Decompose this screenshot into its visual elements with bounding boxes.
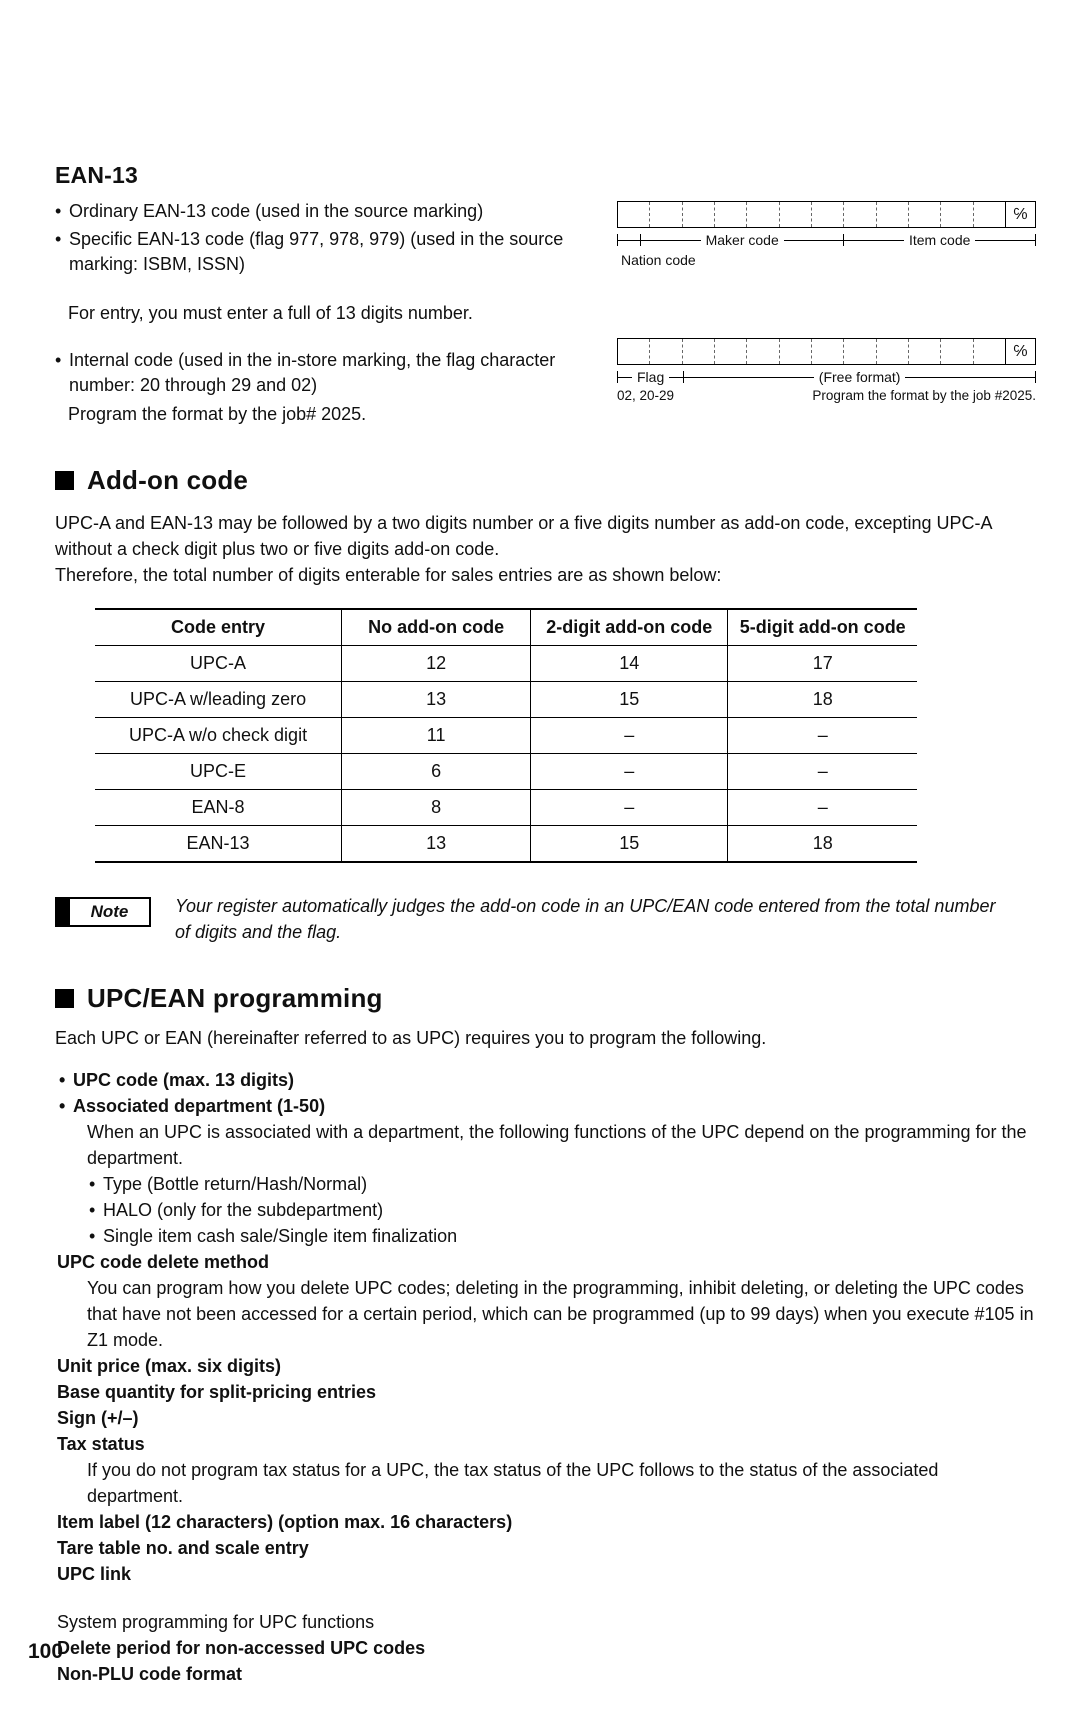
programming-item: Sign (+/–) xyxy=(57,1408,139,1428)
table-cell: – xyxy=(728,754,917,790)
dimension-line xyxy=(617,368,1036,386)
programming-heading-text: UPC/EAN programming xyxy=(87,983,383,1013)
section-square-icon xyxy=(55,989,74,1008)
ean13-entry-note: For entry, you must enter a full of 13 digits number. xyxy=(68,303,473,323)
table-row xyxy=(95,826,917,863)
ean13-diagram-column xyxy=(607,199,1036,427)
internal-diagram-captions xyxy=(617,388,1036,403)
ean13-bullet-internal xyxy=(55,348,607,398)
nation-code-label: Nation code xyxy=(621,252,696,268)
programming-item: Item label (12 characters) (option max. 16 characters) xyxy=(57,1512,513,1532)
check-digit-cell: ℅ xyxy=(1005,202,1035,227)
page-number: 100 xyxy=(28,1640,64,1663)
programming-item: You can program how you delete UPC codes; deleting in the programming, inhibit deleting, or deleting the UPC codes that have not been accessed for a certain period, which can be programmed (up to 99 days) when you execute #105 in Z1 mode. xyxy=(87,1278,1034,1350)
barcode-diagram-internal xyxy=(617,338,1036,403)
addon-table-header: No add-on code xyxy=(342,609,531,646)
programming-item: Base quantity for split-pricing entries xyxy=(57,1382,377,1402)
table-cell: 15 xyxy=(531,826,728,863)
addon-table xyxy=(95,608,917,863)
programming-item: • Associated department (1-50) xyxy=(59,1096,326,1116)
check-digit-cell: ℅ xyxy=(1005,339,1035,364)
free-format-label: (Free format) xyxy=(818,369,901,385)
table-cell: 14 xyxy=(531,646,728,682)
note-badge-bar xyxy=(57,899,70,925)
programming-item: • HALO (only for the subdepartment) xyxy=(89,1200,384,1220)
table-cell: 6 xyxy=(342,754,531,790)
ean13-section xyxy=(55,199,1036,427)
table-cell: 13 xyxy=(342,826,531,863)
section-square-icon xyxy=(55,471,74,490)
table-cell: UPC-E xyxy=(95,754,342,790)
table-row xyxy=(95,790,917,826)
table-cell: – xyxy=(531,718,728,754)
programming-item: Tare table no. and scale entry xyxy=(57,1538,309,1558)
programming-item: If you do not program tax status for a UPC, the tax status of the UPC follows to the status of the associated department. xyxy=(87,1460,939,1506)
table-cell: 17 xyxy=(728,646,917,682)
table-cell: – xyxy=(728,790,917,826)
bullet-marker: • xyxy=(55,201,62,221)
table-cell: EAN-13 xyxy=(95,826,342,863)
addon-heading-text: Add-on code xyxy=(87,465,249,495)
bullet-marker: • xyxy=(55,229,62,249)
table-cell: UPC-A xyxy=(95,646,342,682)
table-cell: 12 xyxy=(342,646,531,682)
table-row xyxy=(95,646,917,682)
ean13-bullet-internal-text: Internal code (used in the in-store marking, the flag character number: 20 through 29 and 02) xyxy=(69,350,556,395)
digit-cells xyxy=(617,201,1036,228)
flag-range-label: 02, 20-29 xyxy=(617,388,675,403)
table-cell: 18 xyxy=(728,826,917,863)
programming-item: Delete period for non-accessed UPC codes xyxy=(57,1638,426,1658)
table-cell: – xyxy=(531,790,728,826)
programming-item: When an UPC is associated with a department, the following functions of the UPC depend on the programming for the department. xyxy=(87,1122,1027,1168)
table-cell: 15 xyxy=(531,682,728,718)
table-cell: UPC-A w/o check digit xyxy=(95,718,342,754)
programming-item: System programming for UPC functions xyxy=(57,1612,375,1632)
table-cell: UPC-A w/leading zero xyxy=(95,682,342,718)
table-cell: – xyxy=(531,754,728,790)
note-text: Your register automatically judges the add-on code in an UPC/EAN code entered from the total number of digits and the flag. xyxy=(175,896,996,942)
bullet-marker: • xyxy=(55,350,62,370)
table-cell: 11 xyxy=(342,718,531,754)
table-cell: 13 xyxy=(342,682,531,718)
digit-cells xyxy=(617,338,1036,365)
maker-code-label: Maker code xyxy=(705,232,779,248)
programming-item: Tax status xyxy=(57,1434,145,1454)
ean13-text-column xyxy=(55,199,607,427)
ean13-bullet-specific xyxy=(55,227,607,277)
table-cell: 18 xyxy=(728,682,917,718)
note-badge xyxy=(55,897,151,927)
note-block xyxy=(55,893,1036,945)
ean13-heading: EAN-13 xyxy=(55,162,139,188)
addon-table-header: Code entry xyxy=(95,609,342,646)
table-cell: EAN-8 xyxy=(95,790,342,826)
item-code-label: Item code xyxy=(908,232,971,248)
table-row xyxy=(95,682,917,718)
ean13-bullet-ordinary-text: Ordinary EAN-13 code (used in the source marking) xyxy=(69,201,484,221)
internal-program-label: Program the format by the job #2025. xyxy=(812,388,1036,403)
dimension-line xyxy=(617,231,1036,249)
addon-table-header: 5-digit add-on code xyxy=(728,609,917,646)
flag-label: Flag xyxy=(637,369,665,385)
programming-item: UPC link xyxy=(57,1564,132,1584)
note-badge-label: Note xyxy=(90,902,129,921)
programming-item: Non-PLU code format xyxy=(57,1664,243,1684)
programming-item: • Single item cash sale/Single item finalization xyxy=(89,1226,458,1246)
addon-table-header: 2-digit add-on code xyxy=(531,609,728,646)
barcode-diagram-source xyxy=(617,201,1036,268)
addon-paragraph-2: Therefore, the total number of digits enterable for sales entries are as shown below: xyxy=(55,565,722,585)
table-cell: – xyxy=(728,718,917,754)
addon-section-heading xyxy=(55,465,1036,496)
programming-intro: Each UPC or EAN (hereinafter referred to as UPC) requires you to program the following. xyxy=(55,1028,767,1048)
table-row xyxy=(95,754,917,790)
programming-item: Unit price (max. six digits) xyxy=(57,1356,282,1376)
ean13-bullet-ordinary xyxy=(55,199,607,224)
programming-item: UPC code delete method xyxy=(57,1252,270,1272)
programming-section-heading xyxy=(55,983,1036,1014)
programming-item: • UPC code (max. 13 digits) xyxy=(59,1070,295,1090)
addon-table-header-row xyxy=(95,609,917,646)
ean13-bullet-specific-text: Specific EAN-13 code (flag 977, 978, 979) (used in the source marking: ISBM, ISSN) xyxy=(69,229,564,274)
ean13-program-note: Program the format by the job# 2025. xyxy=(68,404,367,424)
table-cell: 8 xyxy=(342,790,531,826)
addon-paragraph-1: UPC-A and EAN-13 may be followed by a two digits number or a five digits number as add-on code, excepting UPC-A without a check digit plus two or five digits add-on code. xyxy=(55,513,992,559)
table-row xyxy=(95,718,917,754)
programming-item: • Type (Bottle return/Hash/Normal) xyxy=(89,1174,368,1194)
